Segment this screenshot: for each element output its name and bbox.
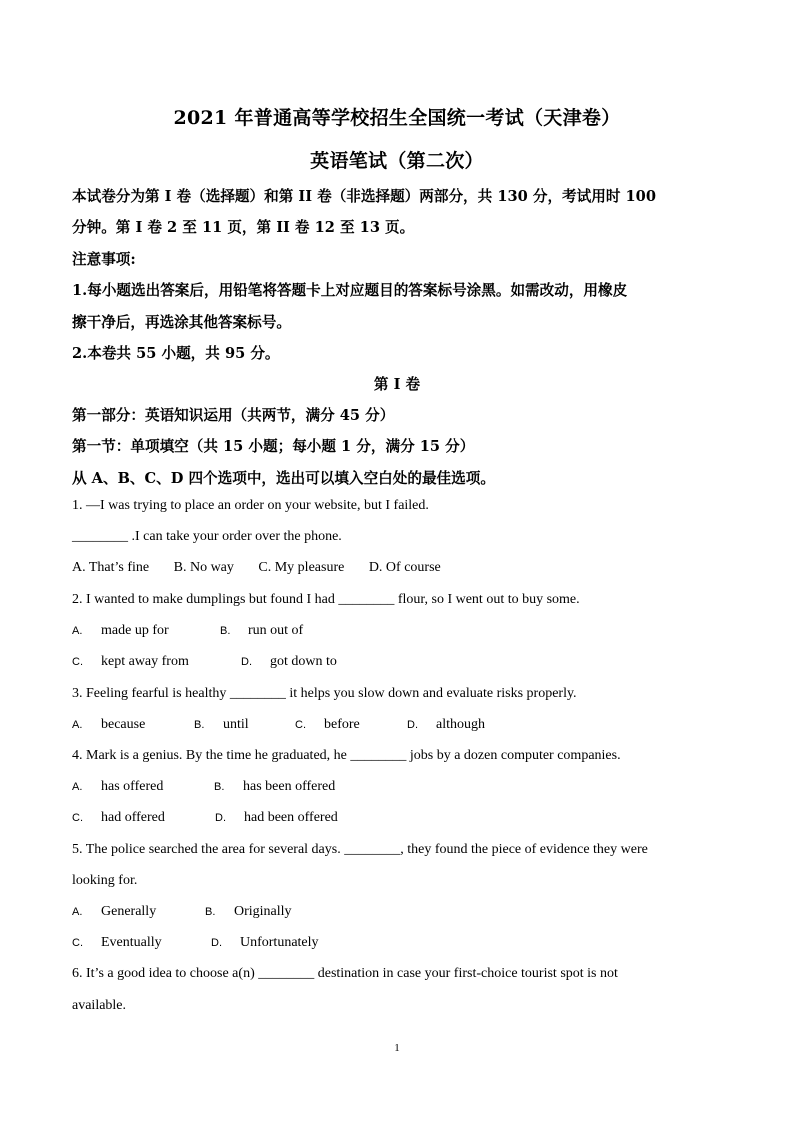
question-1-stem-2: ________ .I can take your order over the phone.: [72, 529, 342, 544]
option-a: Generally: [101, 904, 157, 919]
option-letter-c: C.: [72, 937, 83, 949]
option-letter-a: A.: [72, 906, 83, 918]
option-letter-d: D.: [211, 937, 222, 949]
notice-2: 2.本卷共 55 小题，共 95 分。: [72, 345, 280, 362]
option-b: until: [223, 717, 249, 732]
question-1-stem: 1. —I was trying to place an order on your website, but I failed.: [72, 498, 429, 513]
option-a: because: [101, 717, 146, 732]
option-letter-d: D.: [241, 656, 252, 668]
option-letter-b: B.: [220, 625, 231, 637]
instruction: 从 A、B、C、D 四个选项中，选出可以填入空白处的最佳选项。: [72, 470, 495, 487]
option-letter-b: B.: [205, 906, 216, 918]
option-letter-a: A.: [72, 625, 83, 637]
question-1-options: A. That’s fine B. No way C. My pleasure D. Of course: [72, 560, 441, 575]
option-c: Eventually: [101, 935, 162, 950]
option-letter-d: D.: [215, 812, 226, 824]
option-b: has been offered: [243, 779, 336, 794]
option-d: got down to: [270, 654, 337, 669]
section-1-heading: 第一节：单项填空（共 15 小题；每小题 1 分，满分 15 分）: [72, 438, 475, 455]
option-b: Originally: [234, 904, 292, 919]
question-4-stem: 4. Mark is a genius. By the time he graduated, he ________ jobs by a dozen computer companies.: [72, 748, 621, 763]
option-a: has offered: [101, 779, 164, 794]
option-d: had been offered: [244, 810, 338, 825]
volume-heading: 第 I 卷: [373, 376, 421, 393]
option-b: run out of: [248, 623, 304, 638]
exam-title: 2021 年普通高等学校招生全国统一考试（天津卷）: [173, 107, 621, 129]
notice-heading: 注意事项:: [72, 251, 136, 268]
part-1-heading: 第一部分：英语知识运用（共两节，满分 45 分）: [72, 407, 395, 424]
page-number: 1: [394, 1042, 400, 1054]
intro-line-1: 本试卷分为第 I 卷（选择题）和第 II 卷（非选择题）两部分，共 130 分，考试用时 100: [72, 188, 656, 205]
question-5-stem-2: looking for.: [72, 873, 138, 888]
option-letter-c: C.: [72, 656, 83, 668]
option-letter-a: A.: [72, 719, 83, 731]
option-letter-b: B.: [194, 719, 205, 731]
option-c: kept away from: [101, 654, 189, 669]
option-letter-d: D.: [407, 719, 418, 731]
option-letter-b: B.: [214, 781, 225, 793]
notice-1-line-2: 擦干净后，再选涂其他答案标号。: [72, 314, 291, 331]
option-a: made up for: [101, 623, 169, 638]
question-3-stem: 3. Feeling fearful is healthy ________ it helps you slow down and evaluate risks properly.: [72, 686, 577, 701]
intro-line-2: 分钟。第 I 卷 2 至 11 页，第 II 卷 12 至 13 页。: [72, 219, 415, 236]
question-6-stem-2: available.: [72, 998, 127, 1013]
question-6-stem: 6. It’s a good idea to choose a(n) ________ destination in case your first-choice tourist spot is not: [72, 966, 618, 981]
notice-1-line-1: 1.每小题选出答案后，用铅笔将答题卡上对应题目的答案标号涂黑。如需改动，用橡皮: [72, 282, 628, 299]
question-5-stem: 5. The police searched the area for several days. ________, they found the piece of evidence they were: [72, 842, 648, 857]
option-d: although: [436, 717, 485, 732]
option-d: Unfortunately: [240, 935, 319, 950]
exam-subtitle: 英语笔试（第二次）: [310, 150, 484, 172]
option-letter-c: C.: [295, 719, 306, 731]
option-c: had offered: [101, 810, 165, 825]
option-letter-a: A.: [72, 781, 83, 793]
question-2-stem: 2. I wanted to make dumplings but found I had ________ flour, so I went out to buy some.: [72, 592, 580, 607]
option-letter-c: C.: [72, 812, 83, 824]
option-c: before: [324, 717, 360, 732]
